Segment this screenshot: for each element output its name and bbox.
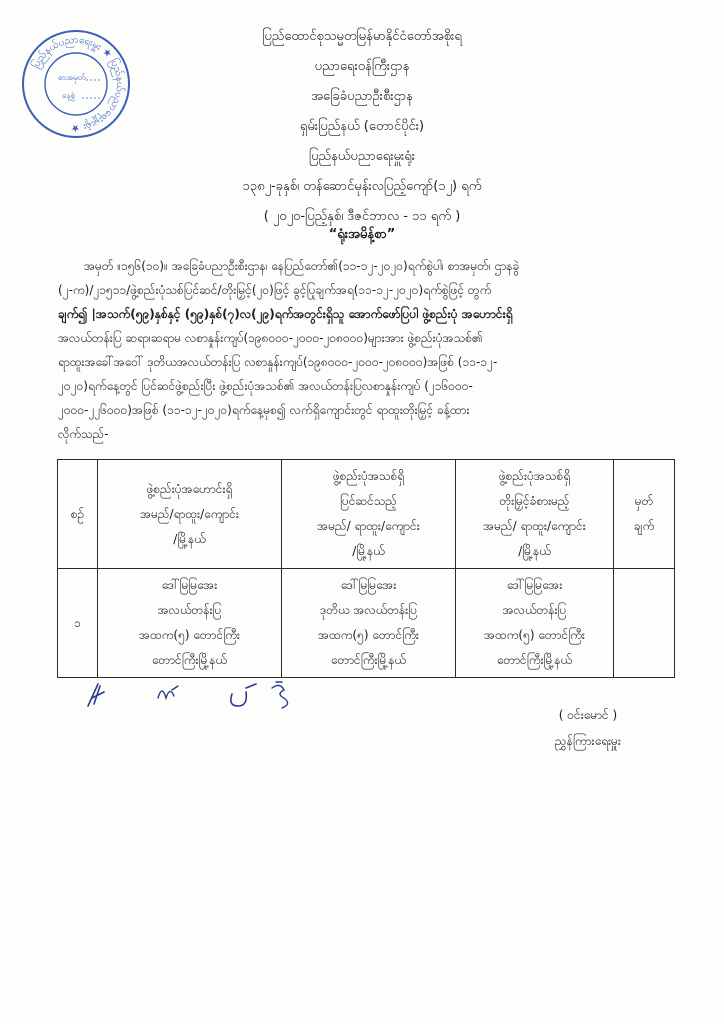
body-line: လိုက်သည်- — [58, 427, 109, 441]
body-line: ရာထူးအခေါ်အဝေါ် ဒုတိယအလယ်တန်းပြ လစာနှုန်းကျပ်(၁၉၈၀၀၀-၂၀၀၀-၂၀၈၀၀၀)အဖြစ် (၁၁-၁၂- — [58, 355, 498, 369]
cell-old: ဒေါ်မြမြအေး အလယ်တန်းပြ အထက(၅) တောင်ကြီး တောင်ကြီးမြို့နယ် — [98, 569, 282, 678]
header-line: အခြေခံပညာဦးစီးဌာန — [311, 89, 413, 104]
handwritten-initials — [80, 676, 320, 712]
header-line: ရှမ်းပြည်နယ် (တောင်ပိုင်း) — [299, 119, 425, 134]
body-line: အလယ်တန်းပြ ဆရာ၊ဆရာမ လစာနှုန်းကျပ်(၁၉၈၀၀၀-၂၀၀၀-၂၀၈၀၀၀)များအား ဖွဲ့စည်းပုံအသစ်၏ — [58, 331, 483, 345]
header-line: ပြည်ထောင်စုသမ္မတမြန်မာနိုင်ငံတော်အစိုးရ — [262, 29, 462, 44]
col-header-remark: မှတ် ချက် — [614, 460, 675, 569]
order-body — [58, 254, 674, 446]
col-header-old-structure: ဖွဲ့စည်းပုံအဟောင်းရှိ အမည်/ရာထူး/ကျောင်း /မြို့နယ် — [98, 460, 282, 569]
stamp-line-2: နေ့စွဲ — [62, 91, 75, 100]
col-header-revised: ဖွဲ့စည်းပုံအသစ်ရှိ ပြင်ဆင်သည့် အမည်/ ရာထူး/ကျောင်း /မြို့နယ် — [282, 460, 456, 569]
signatory-name: ( ဝင်းမောင် ) — [558, 708, 618, 722]
cell-promoted: ဒေါ်မြမြအေး အလယ်တန်းပြ အထက(၅) တောင်ကြီး တောင်ကြီးမြို့နယ် — [456, 569, 614, 678]
signatory-block — [528, 702, 648, 754]
col-header-no: စဉ် — [58, 460, 98, 569]
cell-no: ၁ — [58, 569, 98, 678]
body-line: အမှတ် ။၁၅၆(၁၀)။ အခြေခံပညာဦးစီးဌာန၊ နေပြည်တော်၏(၁၁-၁၂-၂၀၂၀)ရက်စွဲပါ၊ စာအမှတ်၊ ဌာနခွဲ — [84, 259, 520, 273]
header-line: ပြည်နယ်ပညာရေးမှူးရုံး — [308, 149, 416, 164]
header-line: ၁၃၈၂-ခုနှစ်၊ တန်ဆောင်မုန်းလပြည့်ကျော်(၁၂) ရက် — [242, 179, 482, 194]
body-line: ချက်၍ |အသက်(၅၉)နှစ်နှင့် (၅၉)နှစ်(၇)လ(၂၉)ရက်အတွင်းရှိသူ အောက်ဖော်ပြပါ ဖွဲ့စည်းပုံ အဟောင်းရှိ — [58, 307, 513, 321]
cell-revised: ဒေါ်မြမြအေး ဒုတိယ အလယ်တန်းပြ အထက(၅) တောင်ကြီး တောင်ကြီးမြို့နယ် — [282, 569, 456, 678]
signatory-title: ညွှန်ကြားရေးမှူး — [555, 734, 621, 748]
col-header-promoted: ဖွဲ့စည်းပုံအသစ်ရှိ တိုးမြှင့်ခံစားမည့် အမည်/ ရာထူး/ကျောင်း /မြို့နယ် — [456, 460, 614, 569]
stamp-line-1: စာအမှတ် — [58, 73, 86, 82]
document-title: “ရုံးအမိန့်စာ” — [328, 227, 396, 242]
promotion-table — [57, 459, 675, 678]
cell-remark — [614, 569, 675, 678]
body-line: ၂၀၂၀)ရက်နေ့တွင် ပြင်ဆင်ဖွဲ့စည်းပြီး ဖွဲ့စည်းပုံအသစ်၏ အလယ်တန်းပြလစာနှုန်းကျပ် (၂၁၆၀၀၀- — [58, 379, 473, 393]
body-line: (၂-က)/၂၁၅၁၁/ဖွဲ့စည်းပုံသစ်ပြင်ဆင်/တိုးမြှင့်(၂၀)ဖြင့် ခွင့်ပြုချက်အရ(၁၁-၁၂-၂၀၂၀)ရက်စွဲဖြင့် တွက် — [58, 283, 492, 297]
table-header-row — [58, 460, 675, 569]
body-line: ၂၀၀၀-၂၂၆၀၀၀)အဖြစ် (၁၁-၁၂-၂၀၂၀)ရက်နေ့မှစ၍ လက်ရှိကျောင်းတွင် ရာထူးတိုးမြှင့် ခန့်ထား — [58, 403, 470, 417]
header-line: ပညာရေးဝန်ကြီးဌာန — [314, 59, 410, 74]
letterhead — [0, 22, 724, 232]
svg-text:ပြည်နယ်ပညာရေးမှူး ★ ပြည်နယ်ပညာ: ပြည်နယ်ပညာရေးမှူး ★ ပြည်နယ်ပညာရေးမှူးရုံး ★ — [30, 34, 126, 134]
table-row — [58, 569, 675, 678]
header-line: ( ၂၀၂၀-ပြည့်နှစ်၊ ဒီဇင်ဘာလ - ၁၁ ရက် ) — [263, 209, 461, 224]
